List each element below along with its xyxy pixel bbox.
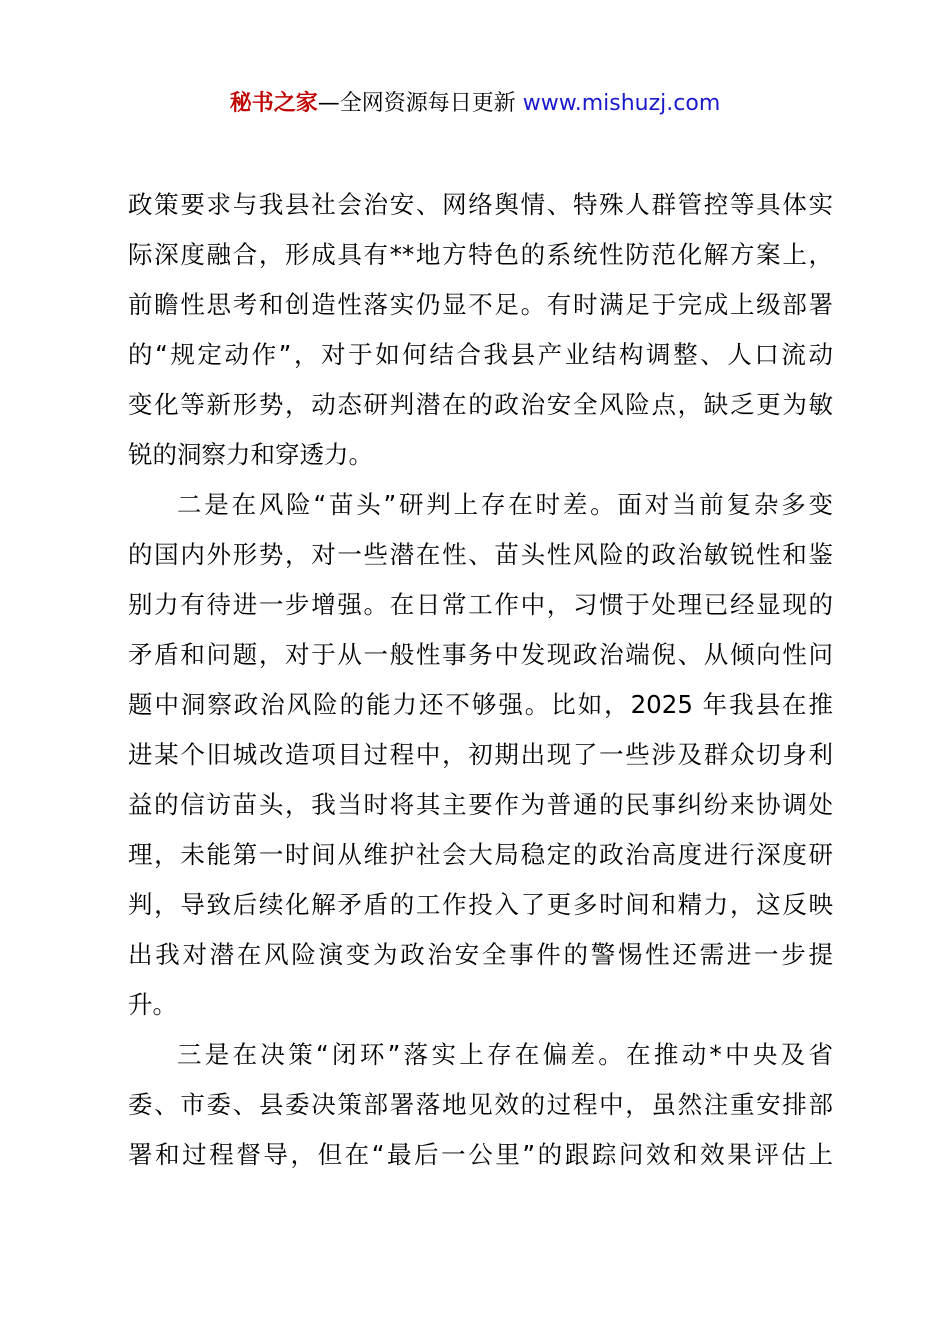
text-line: 出我对潜在风险演变为政治安全事件的警惕性还需进一步提	[128, 940, 833, 969]
paragraph	[128, 480, 833, 1030]
text-line: 变化等新形势，动态研判潜在的政治安全风险点，缺乏更为敏	[128, 390, 833, 419]
text-line: 进某个旧城改造项目过程中，初期出现了一些涉及群众切身利	[128, 740, 833, 769]
text-line: 际深度融合，形成具有**地方特色的系统性防范化解方案上，	[128, 240, 833, 269]
text-line: 判，导致后续化解矛盾的工作投入了更多时间和精力，这反映	[128, 890, 833, 919]
text-line: 三是在决策“闭环”落实上存在偏差。在推动*中央及省	[177, 1040, 833, 1069]
text-line: 前瞻性思考和创造性落实仍显不足。有时满足于完成上级部署	[128, 290, 833, 319]
text-line: 委、市委、县委决策部署落地见效的过程中，虽然注重安排部	[128, 1090, 833, 1119]
document-body	[128, 180, 833, 1180]
site-tagline: —全网资源每日更新	[317, 91, 516, 116]
text-line: 矛盾和问题，对于从一般性事务中发现政治端倪、从倾向性问	[128, 640, 833, 669]
text-line: 二是在风险“苗头”研判上存在时差。面对当前复杂多变	[177, 490, 833, 519]
site-header	[0, 86, 950, 122]
paragraph	[128, 1030, 833, 1180]
text-line: 益的信访苗头，我当时将其主要作为普通的民事纠纷来协调处	[128, 790, 833, 819]
text-line: 理，未能第一时间从维护社会大局稳定的政治高度进行深度研	[128, 840, 833, 869]
text-line: 的“规定动作”，对于如何结合我县产业结构调整、人口流动	[128, 340, 833, 369]
text-line: 题中洞察政治风险的能力还不够强。比如，2025 年我县在推	[128, 690, 833, 719]
text-line: 的国内外形势，对一些潜在性、苗头性风险的政治敏锐性和鉴	[128, 540, 833, 569]
text-line: 政策要求与我县社会治安、网络舆情、特殊人群管控等具体实	[128, 190, 833, 219]
text-line: 升。	[128, 990, 177, 1019]
text-line: 别力有待进一步增强。在日常工作中，习惯于处理已经显现的	[128, 590, 833, 619]
text-line: 锐的洞察力和穿透力。	[128, 440, 373, 469]
paragraph	[128, 180, 833, 480]
site-url-link[interactable]: www.mishuzj.com	[522, 91, 721, 116]
site-brand: 秘书之家	[229, 91, 318, 116]
text-line: 署和过程督导，但在“最后一公里”的跟踪问效和效果评估上	[128, 1140, 833, 1169]
